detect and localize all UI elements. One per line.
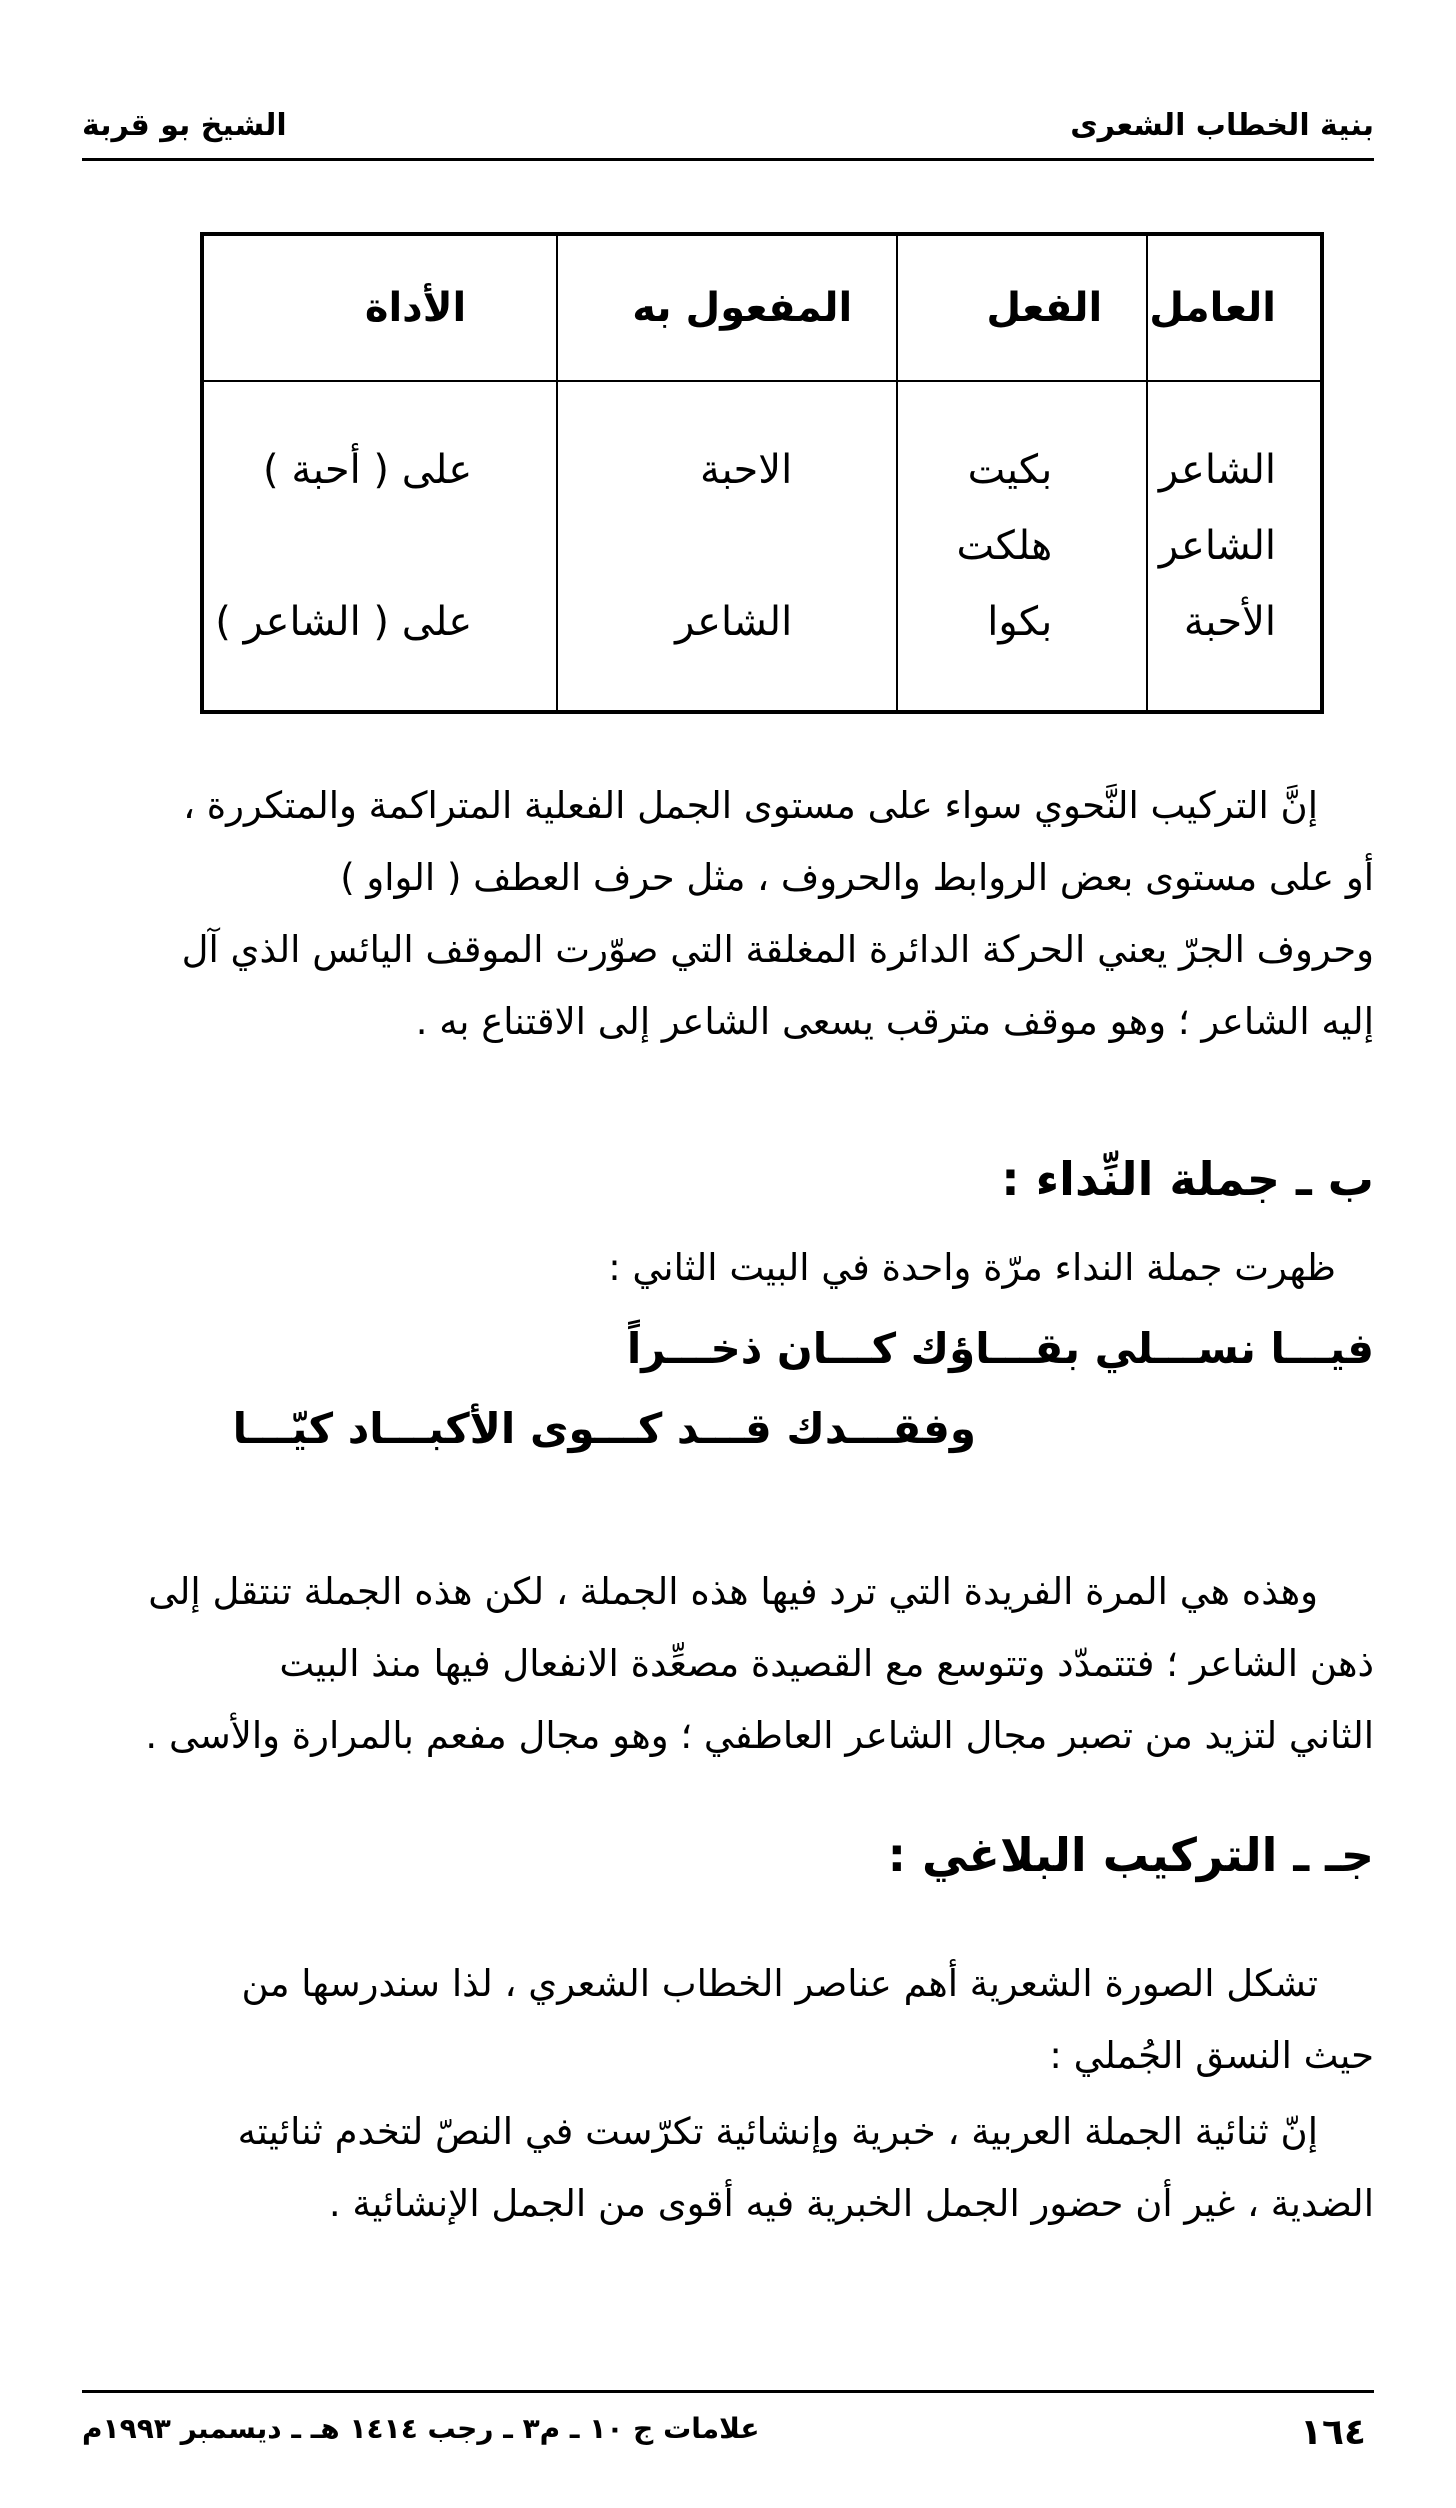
- table-cell-verb: [897, 381, 1147, 712]
- text-line: إنَّ التركيب النَّحوي سواء على مستوى الجمل الفعلية المتراكمة والمتكررة ،: [183, 784, 1318, 827]
- verse-line-2: وفقـــدك قـــد كـــوى الأكبـــاد كيّـــا: [232, 1404, 976, 1453]
- table-header-cell: الأداة: [202, 234, 557, 381]
- table-cell-text: الاحبة: [700, 447, 793, 493]
- table-body-row: [202, 381, 1322, 712]
- text-line: الثاني لتزيد من تصبر مجال الشاعر العاطفي ؛ وهو مجال مفعم بالمرارة والأسى .: [145, 1714, 1374, 1757]
- text-line: وهذه هي المرة الفريدة التي ترد فيها هذه الجملة ، لكن هذه الجملة تنتقل إلى: [148, 1570, 1318, 1613]
- table-header-cell: الفعل: [897, 234, 1147, 381]
- table-cell-text: الشاعر: [675, 599, 793, 645]
- section-heading-rhetoric: جـ ـ التركيب البلاغي :: [887, 1828, 1374, 1882]
- table-cell-text: بكوا: [987, 599, 1053, 645]
- paragraph-syntax: [82, 770, 1374, 1058]
- table-header-cell: العامل: [1147, 234, 1322, 381]
- page-number: ١٦٤: [1300, 2412, 1366, 2453]
- table-header-row: [202, 234, 1322, 381]
- paragraph-duality: [82, 2096, 1374, 2240]
- text-line: تشكل الصورة الشعرية أهم عناصر الخطاب الشعري ، لذا سندرسها من: [241, 1962, 1318, 2005]
- paragraph-poetic-image: [82, 1948, 1374, 2092]
- text-line: أو على مستوى بعض الروابط والحروف ، مثل حرف العطف ( الواو ): [340, 856, 1374, 899]
- table-cell-tool: [202, 381, 557, 712]
- table-header-cell: المفعول به: [557, 234, 897, 381]
- table-cell-agent: [1147, 381, 1322, 712]
- table-cell-text: الشاعر: [1158, 447, 1276, 493]
- verse-line-1: فيـــا نســـلي بقـــاؤك كـــان ذخـــراً: [626, 1324, 1374, 1373]
- running-title: بنية الخطاب الشعرى: [1070, 108, 1374, 143]
- text-line: إنّ ثنائية الجملة العربية ، خبرية وإنشائية تكرّست في النصّ لتخدم ثنائيته: [237, 2110, 1318, 2153]
- text-line: إليه الشاعر ؛ وهو موقف مترقب يسعى الشاعر إلى الاقتناع به .: [415, 1000, 1374, 1043]
- table-cell-object: [557, 381, 897, 712]
- text-line: ذهن الشاعر ؛ فتتمدّد وتتوسع مع القصيدة مصعِّدة الانفعال فيها منذ البيت: [279, 1642, 1374, 1685]
- header-rule: [82, 158, 1374, 161]
- text-line: وحروف الجرّ يعني الحركة الدائرة المغلقة التي صوّرت الموقف اليائس الذي آل: [181, 928, 1374, 971]
- section-heading-vocative: ب ـ جملة النِّداء :: [1001, 1152, 1374, 1206]
- issue-info: علامات ج ١٠ ـ م٣ ـ رجب ١٤١٤ هـ ـ ديسمبر ١٩٩٣م: [82, 2412, 760, 2445]
- text-line: الضدية ، غير أن حضور الجمل الخبرية فيه أقوى من الجمل الإنشائية .: [328, 2182, 1374, 2225]
- paragraph-vocative-analysis: [82, 1556, 1374, 1772]
- table-cell-text: على ( الشاعر ): [215, 599, 473, 645]
- table-cell-text: بكيت: [967, 447, 1053, 493]
- table-cell-text: هلكت: [956, 523, 1053, 569]
- footer-rule: [82, 2390, 1374, 2393]
- table-cell-text: الأحبة: [1183, 599, 1276, 645]
- table-cell-text: [204, 508, 532, 584]
- table-cell-text: الشاعر: [1158, 523, 1276, 569]
- vocative-intro: ظهرت جملة النداء مرّة واحدة في البيت الثاني :: [608, 1246, 1336, 1289]
- table-cell-text: [558, 508, 872, 584]
- grammar-table: [200, 232, 1324, 714]
- table-cell-text: على ( أحبة ): [263, 447, 473, 493]
- running-author: الشيخ بو قربة: [82, 108, 287, 143]
- text-line: حيث النسق الجُملي :: [1049, 2034, 1374, 2077]
